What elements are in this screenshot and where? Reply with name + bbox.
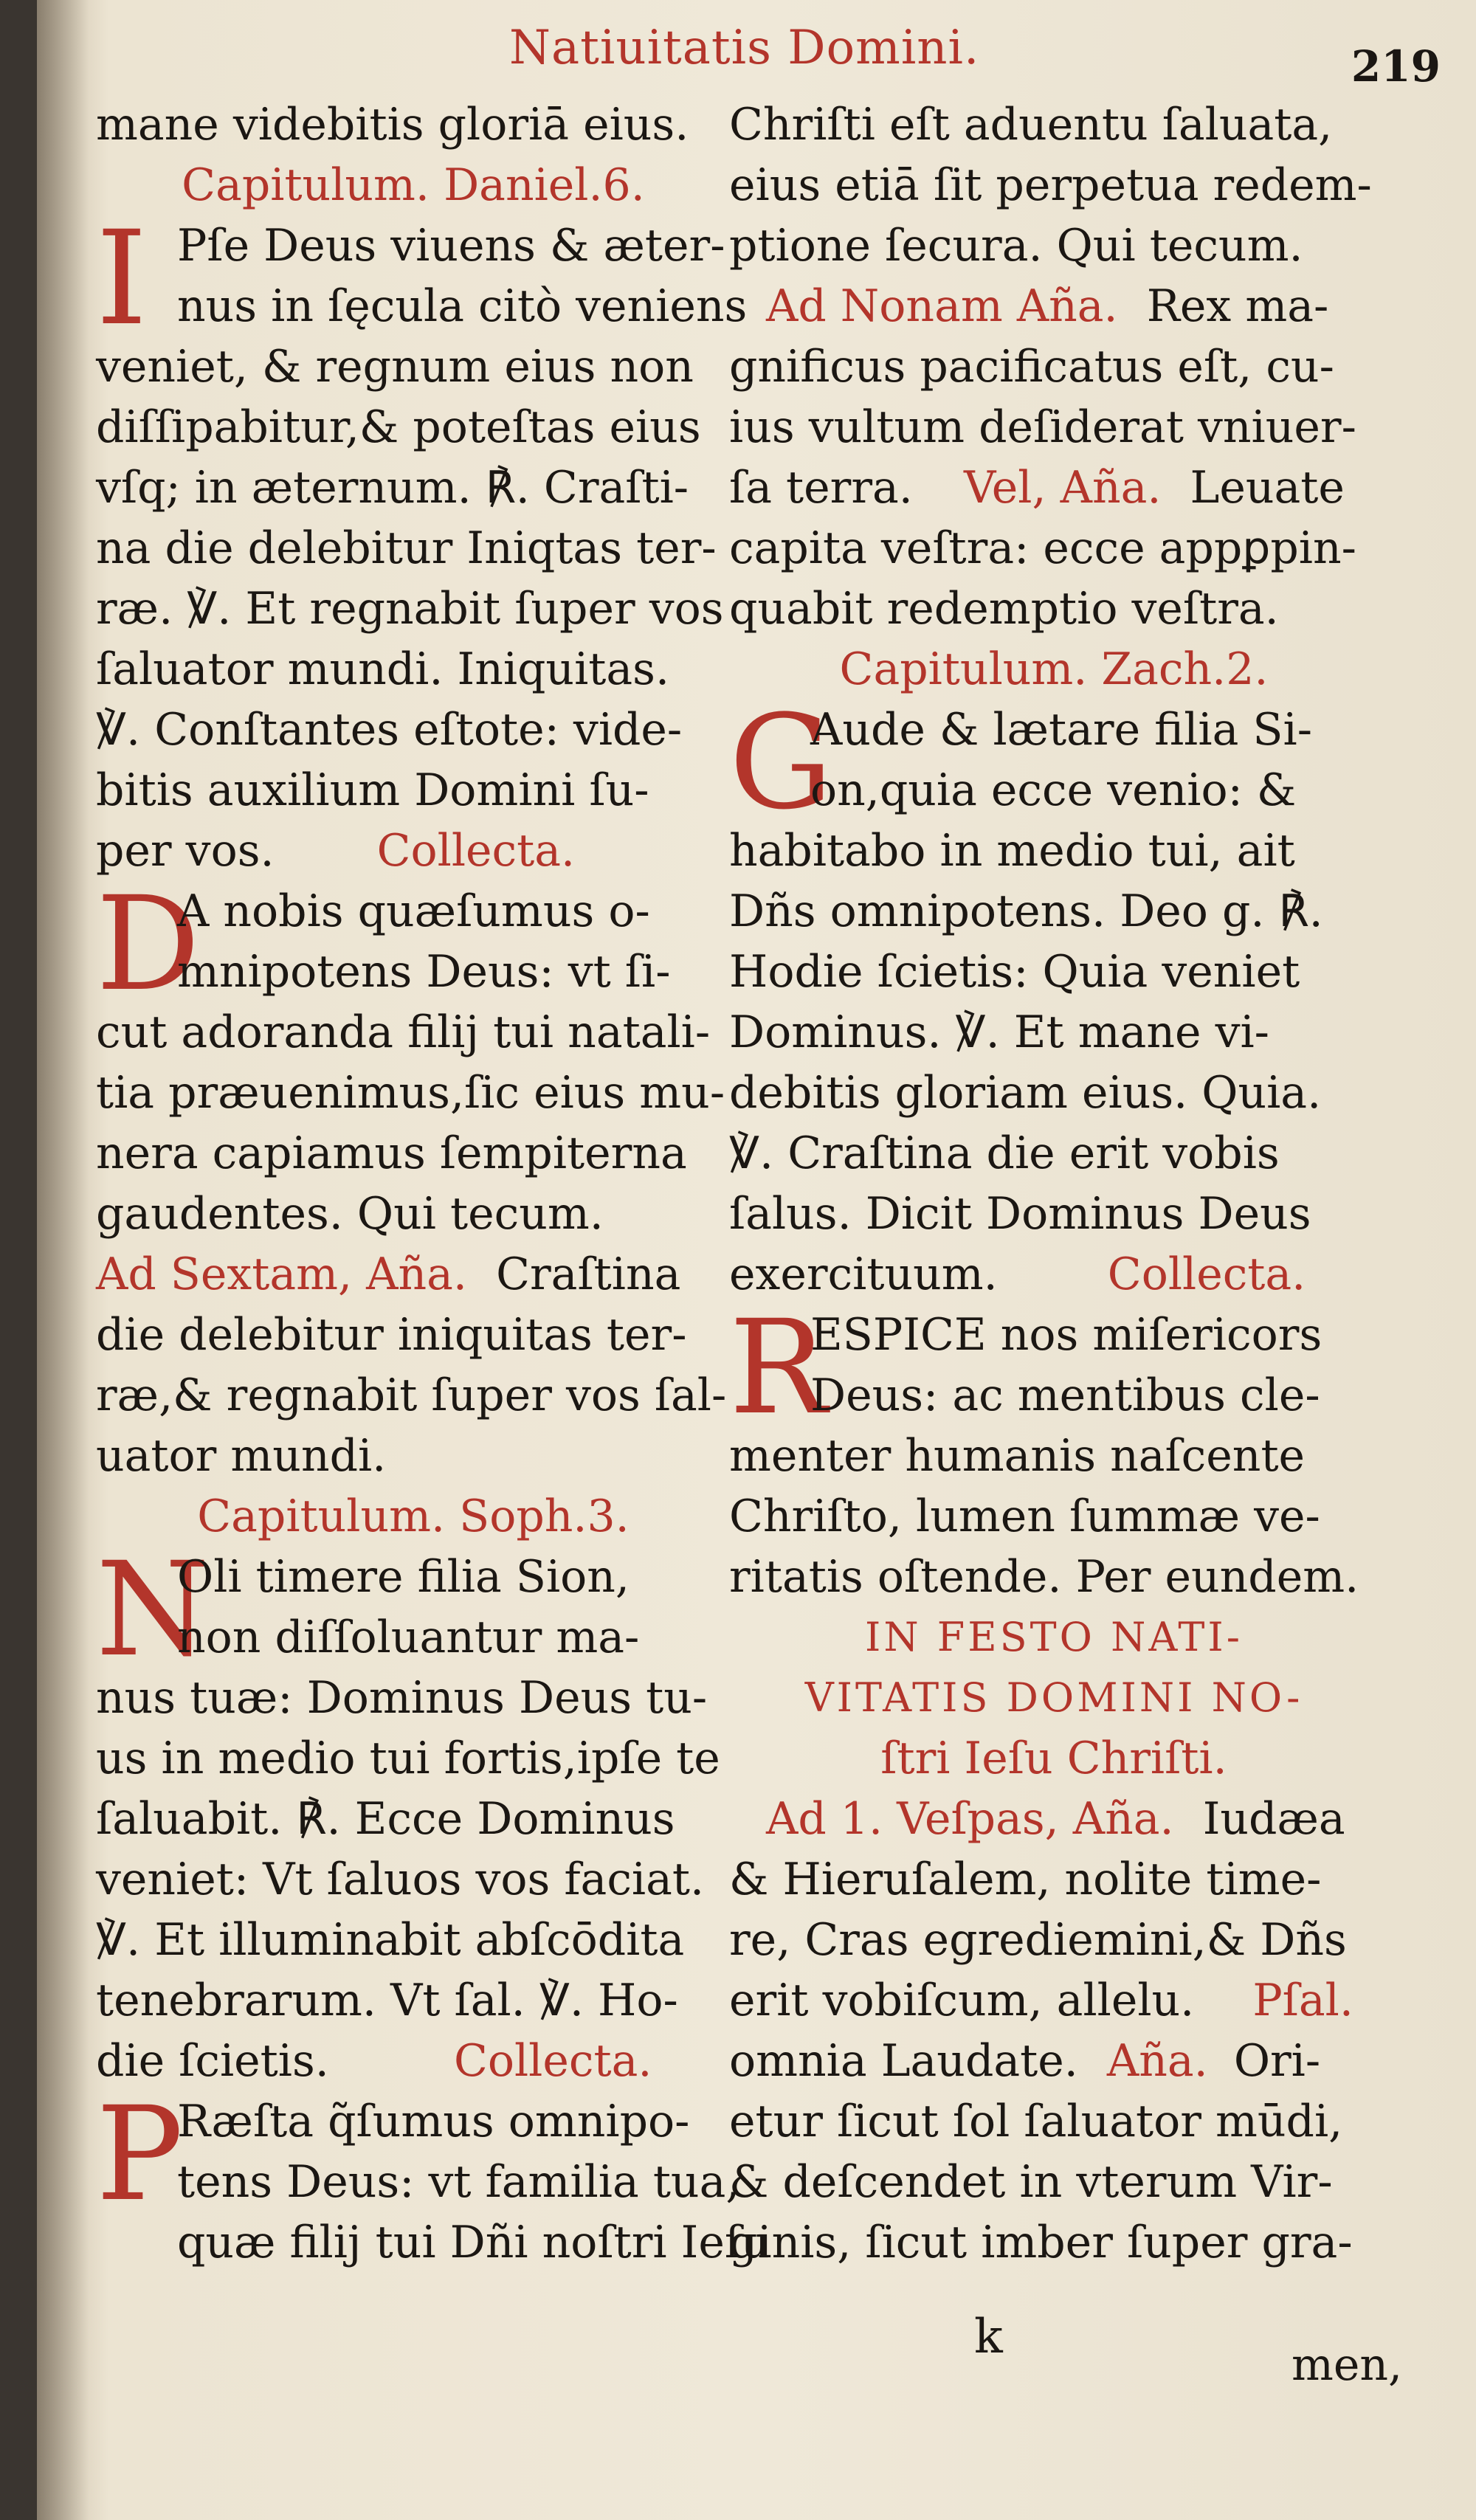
text-line: ſaluabit. ℟. Ecce Dominus (96, 1793, 675, 1845)
text-line: Dominus. ℣. Et mane vi- (729, 1007, 1269, 1058)
text-line: Deus: ac mentibus cle- (810, 1370, 1320, 1421)
text-line: Dñs omnipotens. Deo g. ℟. (729, 886, 1323, 937)
text-line: mnipotens Deus: vt ſi- (177, 946, 671, 998)
paragraph-respice (729, 1292, 1379, 1607)
text-line: ginis, ſicut imber ſuper gra- (729, 2217, 1353, 2268)
text-line-with-rubric (729, 1789, 1379, 1849)
text-line: ritatis oſtende. Per eundem. (729, 1551, 1359, 1603)
text-line-with-rubric (729, 1970, 1379, 2031)
text-line: die delebitur iniquitas ter- (96, 1309, 687, 1361)
text-line: on,quia ecce venio: & (810, 764, 1297, 816)
text-line: ius vultum deſiderat vniuer- (729, 401, 1356, 453)
text-line: & deſcendet in vterum Vir- (729, 2156, 1333, 2208)
initial-letter: P (96, 2079, 184, 2230)
text-segment: Iudæa (1202, 1793, 1345, 1845)
initial-letter: N (96, 1534, 210, 1685)
text-line: quabit redemptio veſtra. (729, 583, 1279, 635)
feast-heading: ſtri Ieſu Chriſti. (880, 1733, 1227, 1784)
text-segment: omnia Laudate. (729, 2035, 1078, 2087)
rubric-capitulum-daniel: Capitulum. Daniel.6. (182, 159, 645, 211)
text-line: Ræſta q̃ſumus omnipo- (177, 2096, 690, 2147)
rubric-capitulum-zach: Capitulum. Zach.2. (839, 643, 1269, 695)
initial-letter: I (96, 203, 148, 354)
catchword: men, (1292, 2339, 1403, 2391)
text-line: nus in ſęcula citò veniens (177, 280, 748, 332)
text-line: Oli timere filia Sion, (177, 1551, 630, 1603)
feast-heading: IN FESTO NATI- (865, 1614, 1243, 1660)
text-line: capita veſtra: ecce appꝑpin- (729, 522, 1356, 574)
text-line: non diſſoluantur ma- (177, 1612, 640, 1663)
paragraph-praesta (96, 2079, 770, 2273)
text-line: Chriſti eſt aduentu ſaluata, (729, 99, 1333, 151)
text-segment: per vos. (96, 825, 275, 877)
text-line: etur ſicut ſol ſaluator mūdi, (729, 2096, 1343, 2147)
text-line: Chriſto, lumen ſummæ ve- (729, 1491, 1320, 1542)
rubric-collecta: Collecta. (1107, 1249, 1306, 1300)
text-line: Hodie ſcietis: Quia veniet (729, 946, 1300, 998)
text-line: ℣. Et illuminabit abſcōdita (96, 1914, 685, 1966)
rubric-ad-nonam: Ad Nonam Aña. (766, 280, 1118, 332)
text-segment: die ſcietis. (96, 2035, 329, 2087)
text-line: nus tuæ: Dominus Deus tu- (96, 1672, 708, 1724)
text-line: bitis auxilium Domini ſu- (96, 764, 649, 816)
text-line: uator mundi. (96, 1430, 387, 1482)
initial-letter: R (729, 1292, 827, 1443)
text-segment: Rex ma- (1146, 280, 1329, 332)
text-line: eius etiā ſit perpetua redem- (729, 159, 1372, 211)
text-line: gaudentes. Qui tecum. (96, 1188, 604, 1240)
text-segment: erit vobiſcum, allelu. (729, 1975, 1195, 2026)
text-line: ræ. ℣. Et regnabit ſuper vos (96, 583, 724, 635)
gutter-shadow (37, 0, 89, 2520)
rubric-collecta: Collecta. (453, 2035, 652, 2087)
text-line: nera capiamus ſempiterna (96, 1128, 687, 1179)
text-line: us in medio tui fortis,ipſe te (96, 1733, 720, 1784)
text-line: debitis gloriam eius. Quia. (729, 1067, 1322, 1119)
text-line-with-rubric (96, 2031, 731, 2091)
text-line: veniet, & regnum eius non (96, 341, 694, 393)
initial-letter: G (729, 687, 833, 838)
left-column (96, 94, 770, 2273)
right-column (729, 94, 1379, 2273)
rubric-antiphona: Aña. (1106, 2035, 1208, 2087)
text-line: menter humanis naſcente (729, 1430, 1306, 1482)
rubric-capitulum-soph: Capitulum. Soph.3. (197, 1491, 630, 1542)
text-line: ℣. Conſtantes eſtote: vide- (96, 704, 683, 756)
text-segment: Ori- (1233, 2035, 1321, 2087)
text-line: vſq; in æternum. ℟. Craſti- (96, 462, 689, 514)
text-line: tia præuenimus,ſic eius mu- (96, 1067, 725, 1119)
paragraph-gaude (729, 687, 1379, 1305)
initial-letter: D (96, 869, 201, 1020)
text-line: na die delebitur Iniqtas ter- (96, 522, 717, 574)
text-line-with-rubric (729, 276, 1379, 336)
running-title: Natiuitatis Domini. (509, 21, 980, 75)
text-segment: ſa terra. (729, 462, 913, 514)
page-header (37, 21, 1476, 92)
text-line: tenebrarum. Vt ſal. ℣. Ho- (96, 1975, 678, 2026)
text-line-with-rubric (96, 1244, 731, 1305)
text-line: cut adoranda filij tui natali- (96, 1007, 711, 1058)
text-line: mane videbitis gloriā eius. (96, 99, 689, 151)
text-line: Aude & lætare filia Si- (810, 704, 1312, 756)
text-line-with-rubric (729, 2031, 1379, 2091)
rubric-ad-vespas: Ad 1. Veſpas, Aña. (766, 1793, 1174, 1845)
folio-number: 219 (1351, 41, 1441, 92)
text-line: ſaluator mundi. Iniquitas. (96, 643, 670, 695)
feast-heading: VITATIS DOMINI NO- (804, 1674, 1303, 1721)
rubric-vel: Vel, Aña. (963, 462, 1162, 514)
text-line: Pſe Deus viuens & æter- (177, 220, 725, 272)
paragraph-noli-timere (96, 1534, 731, 2091)
text-line: A nobis quæſumus o- (177, 886, 650, 937)
text-line: diſſipabitur,& poteſtas eius (96, 401, 701, 453)
paragraph-ipse-deus (96, 203, 748, 881)
text-line: re, Cras egrediemini,& Dñs (729, 1914, 1347, 1966)
text-line: gnificus pacificatus eſt, cu- (729, 341, 1334, 393)
rubric-psalmus: Pſal. (1252, 1975, 1353, 2026)
text-line: & Hieruſalem, nolite time- (729, 1854, 1322, 1905)
text-line: tens Deus: vt familia tua, (177, 2156, 740, 2208)
text-line: ræ,& regnabit ſuper vos ſal- (96, 1370, 727, 1421)
book-page (37, 0, 1476, 2520)
text-line-with-rubric (729, 458, 1379, 518)
text-line: quæ filij tui Dñi noſtri Ieſu (177, 2217, 770, 2268)
text-segment: Leuate (1190, 462, 1345, 514)
text-segment: Craſtina (496, 1249, 681, 1300)
paragraph-da-nobis (96, 869, 731, 1244)
signature-mark: k (974, 2310, 1003, 2364)
text-line: ptione ſecura. Qui tecum. (729, 220, 1303, 272)
rubric-collecta: Collecta. (376, 825, 576, 877)
text-line: habitabo in medio tui, ait (729, 825, 1295, 877)
text-line: veniet: Vt ſaluos vos faciat. (96, 1854, 705, 1905)
text-line: ſalus. Dicit Dominus Deus (729, 1188, 1311, 1240)
text-line: ESPICE nos miſericors (810, 1309, 1322, 1361)
text-segment: exercituum. (729, 1249, 998, 1300)
rubric-ad-sextam: Ad Sextam, Aña. (96, 1249, 467, 1300)
text-line: ℣. Craſtina die erit vobis (729, 1128, 1280, 1179)
